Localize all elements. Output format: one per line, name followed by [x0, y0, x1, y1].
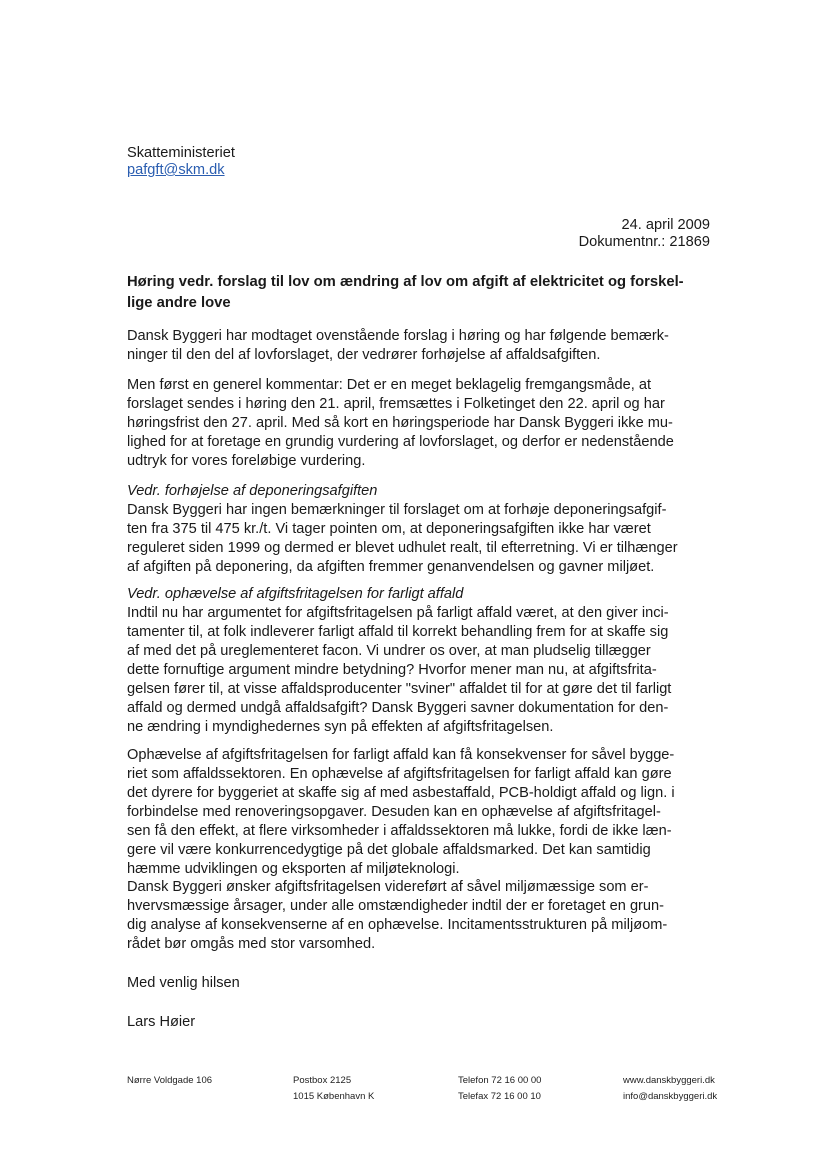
paragraph-conclusion [127, 878, 667, 954]
text-line: Men først en generel kommentar: Det er en meget beklagelig fremgangsmåde, at [127, 377, 652, 393]
paragraph-general-comment [127, 376, 674, 471]
footer-contact [458, 1073, 541, 1105]
text-line: dette fornuftige argument mindre betydning? Hvorfor mener man nu, at afgiftsfrita- [127, 662, 657, 678]
footer-city: 1015 København K [293, 1091, 375, 1102]
letter-heading [127, 272, 684, 314]
footer-email-link[interactable]: info@danskbyggeri.dk [623, 1091, 718, 1102]
text-line: gelsen fører til, at visse affaldsproducenter "sviner" affaldet til for at gøre det til farligt [127, 681, 672, 697]
text-line: lighed for at foretage en grundig vurdering af lovforslaget, og derfor er nedenstående [127, 434, 674, 450]
text-line: dig analyse af konsekvenserne af en ophævelse. Incitamentsstrukturen på miljøom- [127, 917, 668, 933]
section-farligt-affald [127, 585, 671, 737]
closing: Med venlig hilsen [127, 975, 240, 991]
text-line: forslaget sendes i høring den 21. april, fremsættes i Folketinget den 22. april og har [127, 396, 665, 412]
text-line: Indtil nu har argumentet for afgiftsfritagelsen på farligt affald været, at den giver inci- [127, 605, 669, 621]
text-line: udtryk for vores foreløbige vurdering. [127, 453, 366, 469]
fax-number: 72 16 00 10 [490, 1091, 541, 1102]
footer-web [623, 1073, 717, 1105]
paragraph-consequences [127, 746, 675, 879]
text-line: ninger til den del af lovforslaget, der vedrører forhøjelse af affaldsafgiften. [127, 347, 601, 363]
document-number: Dokumentnr.: 21869 [578, 234, 710, 250]
footer-street: Nørre Voldgade 106 [127, 1075, 213, 1086]
footer-phone [458, 1073, 541, 1089]
text-line: det dyrere for byggeriet at skaffe sig af med asbestaffald, PCB-holdigt affald og lign. i [127, 785, 675, 801]
heading-line: lige andre love [127, 295, 231, 311]
text-line: affald og dermed undgå affaldsafgift? Dansk Byggeri savner dokumentation for den- [127, 700, 669, 716]
text-line: af afgiften på deponering, da afgiften fremmer genanvendelsen og gavner miljøet. [127, 559, 655, 575]
letter-date: 24. april 2009 [621, 217, 710, 233]
text-line: Dansk Byggeri har modtaget ovenstående forslag i høring og har følgende bemærk- [127, 328, 669, 344]
section-deponering [127, 482, 678, 577]
text-line: høringsfrist den 27. april. Med så kort en høringsperiode har Dansk Byggeri ikke mu- [127, 415, 673, 431]
text-line: hæmme udviklingen og eksporten af miljøteknologi. [127, 861, 460, 877]
text-line: gere vil være konkurrencedygtige på det globale affaldsmarked. Det kan samtidig [127, 842, 651, 858]
text-line: ne ændring i myndighedernes syn på effekten af afgiftsfritagelsen. [127, 719, 554, 735]
text-line: forbindelse med renoveringsopgaver. Desuden kan en ophævelse af afgiftsfritagel- [127, 804, 661, 820]
text-line: af med det på ureglementeret facon. Vi undrer os over, at man pludselig tillægger [127, 643, 651, 659]
footer-postbox: Postbox 2125 [293, 1075, 352, 1086]
text-line: ten fra 375 til 475 kr./t. Vi tager pointen om, at deponeringsafgiften ikke har været [127, 521, 651, 537]
document-meta [579, 217, 710, 251]
recipient-name: Skatteministeriet [127, 145, 235, 161]
text-line: Dansk Byggeri har ingen bemærkninger til forslaget om at forhøje deponeringsafgif- [127, 502, 667, 518]
text-line: sen få den effekt, at flere virksomheder i affaldssektoren må lukke, fordi de ikke læn- [127, 823, 672, 839]
footer-fax [458, 1089, 541, 1105]
footer-address [127, 1073, 212, 1089]
recipient-email-link[interactable]: pafgft@skm.dk [127, 162, 225, 178]
text-line: rådet bør omgås med stor varsomhed. [127, 936, 376, 952]
text-line: tamenter til, at folk indleverer farligt affald til korrekt behandling frem for at skaffe sig [127, 624, 669, 640]
phone-label: Telefon [458, 1075, 489, 1086]
text-line: hvervsmæssige årsager, under alle omstændigheder indtil der er foretaget en grun- [127, 898, 665, 914]
heading-line: Høring vedr. forslag til lov om ændring af lov om afgift af elektricitet og forskel- [127, 274, 684, 290]
text-line: Ophævelse af afgiftsfritagelsen for farligt affald kan få konsekvenser for såvel bygge- [127, 747, 675, 763]
text-line: reguleret siden 1999 og dermed er blevet udhulet realt, til efterretning. Vi er tilhænger [127, 540, 678, 556]
footer-website-link[interactable]: www.danskbyggeri.dk [623, 1075, 715, 1086]
phone-number: 72 16 00 00 [491, 1075, 542, 1086]
text-line: riet som affaldssektoren. En ophævelse af afgiftsfritagelsen for farligt affald kan gøre [127, 766, 672, 782]
recipient [127, 145, 235, 179]
signature: Lars Høier [127, 1014, 196, 1030]
fax-label: Telefax [458, 1091, 489, 1102]
section-subheading: Vedr. ophævelse af afgiftsfritagelsen for farligt affald [127, 586, 464, 602]
footer-postal [293, 1073, 374, 1105]
text-line: Dansk Byggeri ønsker afgiftsfritagelsen videreført af såvel miljømæssige som er- [127, 879, 649, 895]
paragraph-intro [127, 327, 669, 365]
section-subheading: Vedr. forhøjelse af deponeringsafgiften [127, 483, 378, 499]
